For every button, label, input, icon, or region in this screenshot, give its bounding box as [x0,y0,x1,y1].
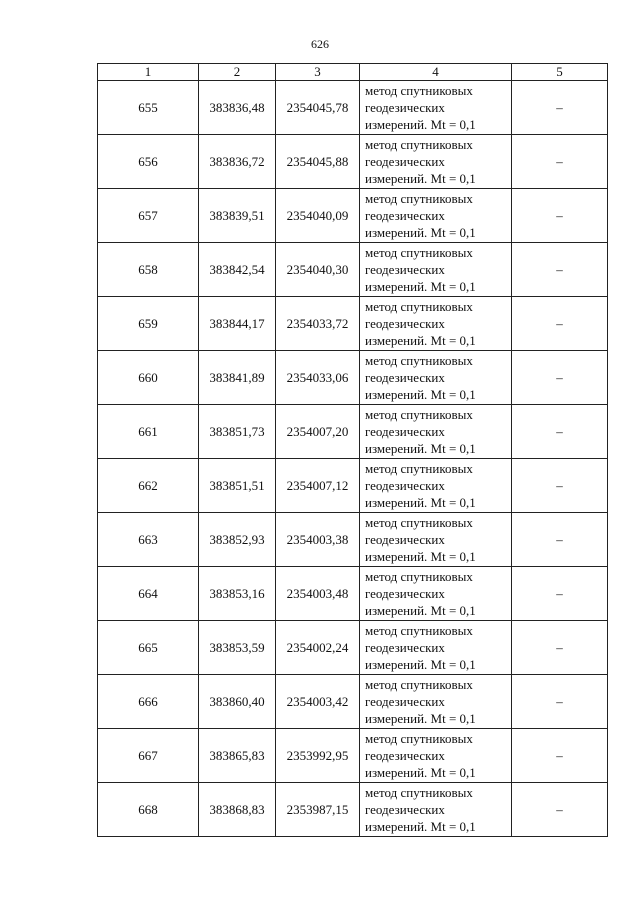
table-row [98,135,608,189]
method-cell [360,459,512,513]
x-coordinate-cell: 383853,59 [199,621,276,675]
note-cell: – [512,621,608,675]
note-cell: – [512,729,608,783]
point-number-cell: 656 [98,135,199,189]
method-cell [360,621,512,675]
method-cell [360,675,512,729]
note-cell: – [512,297,608,351]
method-line: измерений. Mt = 0,1 [365,171,476,186]
table-row [98,675,608,729]
method-cell [360,81,512,135]
method-line: измерений. Mt = 0,1 [365,549,476,564]
x-coordinate-cell: 383865,83 [199,729,276,783]
x-coordinate-cell: 383853,16 [199,567,276,621]
x-coordinate-cell: 383851,51 [199,459,276,513]
note-cell: – [512,567,608,621]
note-cell: – [512,351,608,405]
y-coordinate-cell: 2354033,06 [276,351,360,405]
x-coordinate-cell: 383839,51 [199,189,276,243]
method-line: геодезических [365,154,445,169]
method-cell [360,405,512,459]
method-line: геодезических [365,100,445,115]
method-line: измерений. Mt = 0,1 [365,603,476,618]
method-line: метод спутниковых [365,731,473,746]
point-number-cell: 665 [98,621,199,675]
point-number-cell: 668 [98,783,199,837]
method-cell [360,513,512,567]
table-row [98,351,608,405]
method-line: измерений. Mt = 0,1 [365,387,476,402]
y-coordinate-cell: 2354003,42 [276,675,360,729]
method-line: геодезических [365,424,445,439]
method-line: геодезических [365,532,445,547]
method-line: измерений. Mt = 0,1 [365,495,476,510]
table-row [98,459,608,513]
header-col-5: 5 [512,64,608,81]
method-line: геодезических [365,370,445,385]
method-line: метод спутниковых [365,137,473,152]
point-number-cell: 659 [98,297,199,351]
table-body [98,81,608,837]
method-line: измерений. Mt = 0,1 [365,333,476,348]
note-cell: – [512,675,608,729]
note-cell: – [512,243,608,297]
x-coordinate-cell: 383836,48 [199,81,276,135]
method-line: измерений. Mt = 0,1 [365,819,476,834]
method-cell [360,351,512,405]
y-coordinate-cell: 2354045,78 [276,81,360,135]
x-coordinate-cell: 383836,72 [199,135,276,189]
method-line: метод спутниковых [365,191,473,206]
method-line: геодезических [365,586,445,601]
y-coordinate-cell: 2354007,20 [276,405,360,459]
method-line: измерений. Mt = 0,1 [365,765,476,780]
page-number: 626 [311,37,329,51]
x-coordinate-cell: 383851,73 [199,405,276,459]
header-col-2: 2 [199,64,276,81]
x-coordinate-cell: 383852,93 [199,513,276,567]
method-cell [360,729,512,783]
header-col-4: 4 [360,64,512,81]
note-cell: – [512,783,608,837]
method-line: геодезических [365,802,445,817]
method-cell [360,297,512,351]
table-row [98,81,608,135]
y-coordinate-cell: 2354003,38 [276,513,360,567]
method-line: метод спутниковых [365,623,473,638]
point-number-cell: 657 [98,189,199,243]
method-line: геодезических [365,316,445,331]
method-line: геодезических [365,208,445,223]
method-line: измерений. Mt = 0,1 [365,117,476,132]
point-number-cell: 655 [98,81,199,135]
table-row [98,189,608,243]
y-coordinate-cell: 2354045,88 [276,135,360,189]
y-coordinate-cell: 2354040,09 [276,189,360,243]
note-cell: – [512,459,608,513]
note-cell: – [512,81,608,135]
y-coordinate-cell: 2354003,48 [276,567,360,621]
method-line: метод спутниковых [365,299,473,314]
method-line: метод спутниковых [365,461,473,476]
method-line: измерений. Mt = 0,1 [365,441,476,456]
method-cell [360,135,512,189]
table-row [98,783,608,837]
coordinates-table [97,63,608,837]
method-cell [360,567,512,621]
note-cell: – [512,135,608,189]
method-line: измерений. Mt = 0,1 [365,279,476,294]
method-cell [360,783,512,837]
method-line: метод спутниковых [365,83,473,98]
method-line: метод спутниковых [365,677,473,692]
point-number-cell: 663 [98,513,199,567]
method-cell [360,243,512,297]
method-cell [360,189,512,243]
method-line: метод спутниковых [365,785,473,800]
table-row [98,729,608,783]
point-number-cell: 664 [98,567,199,621]
method-line: геодезических [365,478,445,493]
header-col-1: 1 [98,64,199,81]
table-row [98,405,608,459]
table-header-row [98,64,608,81]
method-line: метод спутниковых [365,407,473,422]
method-line: метод спутниковых [365,245,473,260]
method-line: геодезических [365,694,445,709]
table-row [98,567,608,621]
x-coordinate-cell: 383860,40 [199,675,276,729]
y-coordinate-cell: 2354040,30 [276,243,360,297]
header-col-3: 3 [276,64,360,81]
x-coordinate-cell: 383868,83 [199,783,276,837]
method-line: метод спутниковых [365,569,473,584]
x-coordinate-cell: 383841,89 [199,351,276,405]
method-line: метод спутниковых [365,353,473,368]
point-number-cell: 660 [98,351,199,405]
point-number-cell: 661 [98,405,199,459]
table-row [98,243,608,297]
y-coordinate-cell: 2354002,24 [276,621,360,675]
x-coordinate-cell: 383842,54 [199,243,276,297]
table-row [98,513,608,567]
method-line: геодезических [365,640,445,655]
note-cell: – [512,513,608,567]
method-line: геодезических [365,262,445,277]
point-number-cell: 662 [98,459,199,513]
y-coordinate-cell: 2353987,15 [276,783,360,837]
x-coordinate-cell: 383844,17 [199,297,276,351]
point-number-cell: 667 [98,729,199,783]
method-line: метод спутниковых [365,515,473,530]
note-cell: – [512,405,608,459]
y-coordinate-cell: 2354007,12 [276,459,360,513]
table-row [98,621,608,675]
method-line: измерений. Mt = 0,1 [365,711,476,726]
y-coordinate-cell: 2353992,95 [276,729,360,783]
y-coordinate-cell: 2354033,72 [276,297,360,351]
method-line: геодезических [365,748,445,763]
point-number-cell: 666 [98,675,199,729]
method-line: измерений. Mt = 0,1 [365,225,476,240]
note-cell: – [512,189,608,243]
table-row [98,297,608,351]
point-number-cell: 658 [98,243,199,297]
method-line: измерений. Mt = 0,1 [365,657,476,672]
